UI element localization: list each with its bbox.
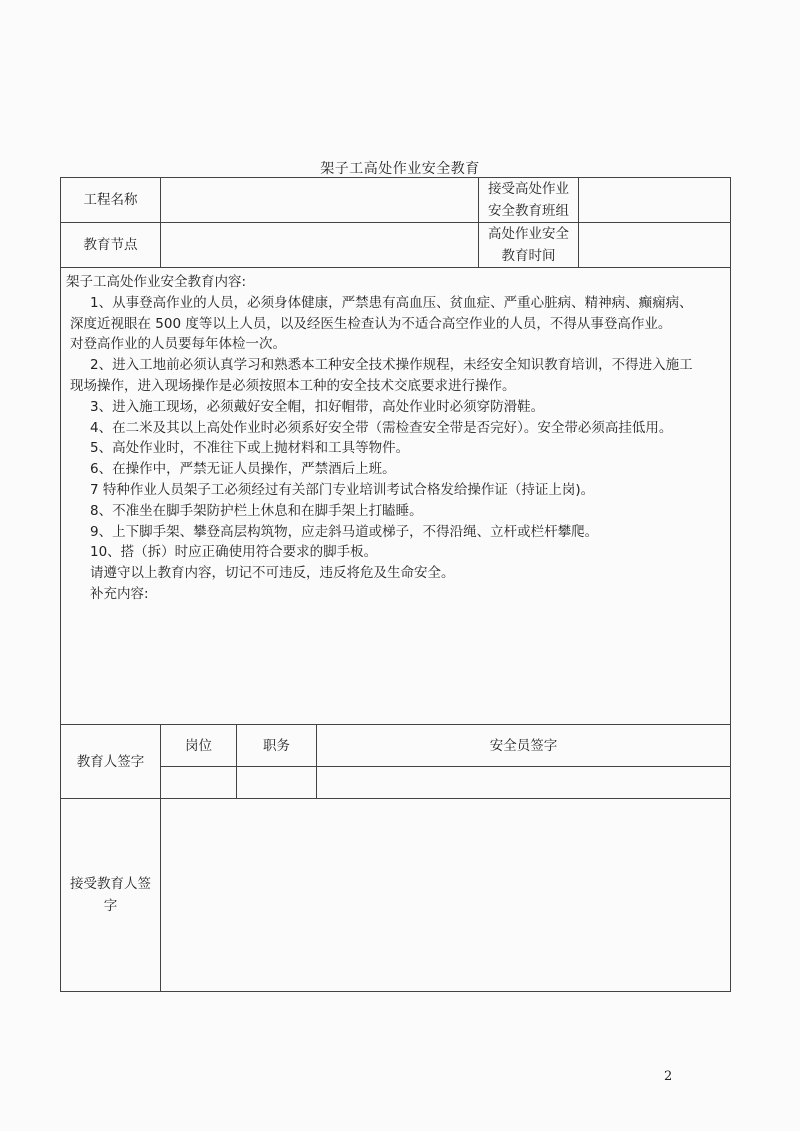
education-node-field[interactable]	[161, 223, 478, 267]
education-time-field[interactable]	[579, 223, 730, 267]
post-field[interactable]	[161, 767, 236, 798]
content-heading: 架子工高处作业安全教育内容:	[66, 274, 247, 290]
content-item-10: 10、搭（拆）时应正确使用符合要求的脚手板。	[90, 544, 378, 561]
education-node-label-text: 教育节点	[83, 237, 138, 253]
receiver-signature-field[interactable]	[161, 799, 730, 991]
post-header-text: 岗位	[185, 737, 212, 754]
content-item-5: 5、高处作业时，不准往下或上抛材料和工具等物件。	[90, 440, 410, 457]
project-name-label	[61, 178, 160, 222]
content-item-4: 4、在二米及其以上高处作业时必须系好安全带（需检查安全带是否完好）。安全带必须高挂低用。	[90, 419, 673, 436]
receiver-signature-label	[61, 799, 160, 991]
page-number: 2	[664, 1069, 673, 1084]
receiver-signature-label-line2: 字	[103, 898, 118, 914]
project-name-label-text: 工程名称	[83, 192, 138, 208]
content-item-1: 1、从事登高作业的人员，必须身体健康，严禁患有高血压、贫血症、严重心脏病、精神病、癫痫病、	[90, 294, 693, 311]
content-item-8: 8、不准坐在脚手架防护栏上休息和在脚手架上打瞌睡。	[90, 502, 423, 519]
educator-signature-label	[61, 725, 160, 798]
receiving-team-label-line1: 接受高处作业	[488, 181, 569, 197]
education-node-label	[61, 223, 160, 267]
content-item-2-cont: 现场操作，进入现场操作是必须按照本工种的安全技术交底要求进行操作。	[70, 377, 516, 394]
content-item-6: 6、在操作中，严禁无证人员操作，严禁酒后上班。	[90, 461, 396, 478]
duty-field[interactable]	[237, 767, 316, 798]
supplement-label: 补充内容:	[90, 585, 149, 602]
document-title: 架子工高处作业安全教育	[320, 161, 480, 177]
project-name-field[interactable]	[161, 178, 478, 222]
content-item-7: 7 特种作业人员架子工必须经过有关部门专业培训考试合格发给操作证（持证上岗)。	[90, 481, 595, 498]
row-divider	[61, 267, 730, 268]
post-header	[161, 725, 236, 766]
education-time-label	[479, 223, 578, 267]
education-content	[66, 272, 726, 605]
safety-officer-header-text: 安全员签字	[489, 737, 558, 754]
receiving-team-label	[479, 178, 578, 222]
content-item-1-cont: 深度近视眼在 500 度等以上人员，以及经医生检查认为不适合高空作业的人员，不得从事登高作业。	[70, 315, 672, 332]
education-time-label-line1: 高处作业安全	[488, 226, 569, 242]
duty-header-text: 职务	[263, 737, 290, 754]
educator-signature-label-text: 教育人签字	[76, 753, 145, 770]
duty-header	[237, 725, 316, 766]
content-closing: 请遵守以上教育内容，切记不可违反，违反将危及生命安全。	[90, 565, 455, 582]
receiver-signature-label-line1: 接受教育人签	[70, 876, 151, 892]
safety-officer-signature-field[interactable]	[317, 767, 730, 798]
safety-officer-header	[317, 725, 730, 766]
receiving-team-field[interactable]	[579, 178, 730, 222]
content-item-1-cont: 对登高作业的人员要每年体检一次。	[70, 336, 286, 353]
education-time-label-line2: 教育时间	[501, 248, 556, 264]
content-item-9: 9、上下脚手架、攀登高层构筑物，应走斜马道或梯子，不得沿绳、立杆或栏杆攀爬。	[90, 523, 599, 540]
content-item-3: 3、进入施工现场，必须戴好安全帽，扣好帽带，高处作业时必须穿防滑鞋。	[90, 398, 545, 415]
content-item-2: 2、进入工地前必须认真学习和熟悉本工种安全技术操作规程，未经安全知识教育培训，不得进入施工	[90, 357, 693, 374]
receiving-team-label-line2: 安全教育班组	[488, 203, 569, 219]
